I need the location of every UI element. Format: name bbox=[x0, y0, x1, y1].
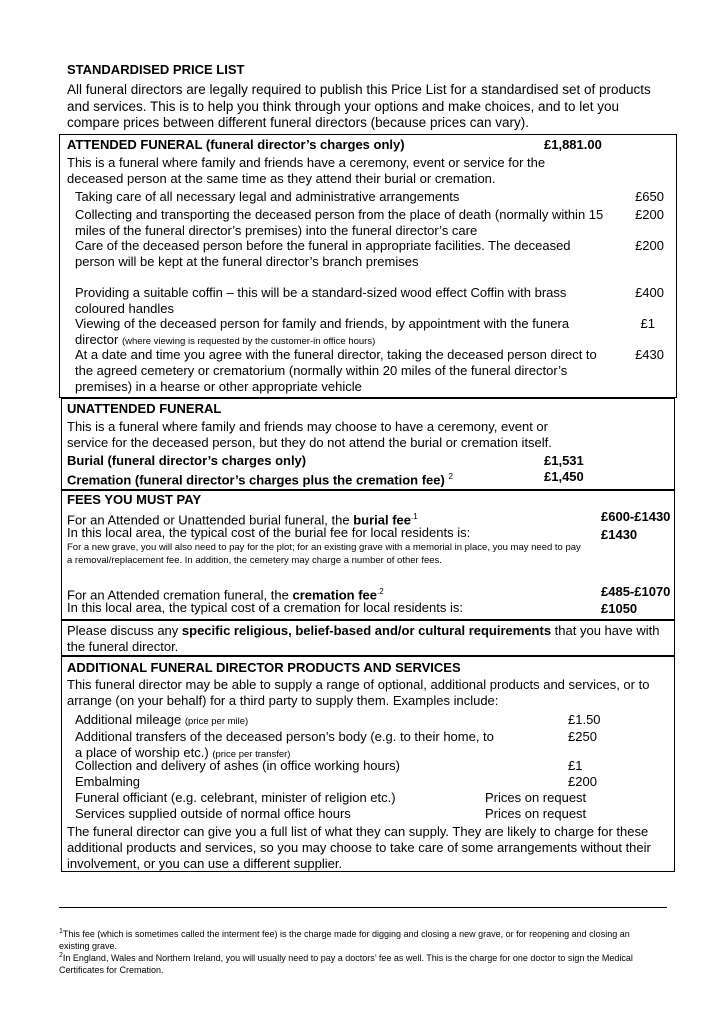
additional-item-officiant-price: Prices on request bbox=[485, 790, 587, 805]
fees-burial-sup: .1 bbox=[411, 512, 418, 521]
additional-item-ashes: Collection and delivery of ashes (in office working hours) bbox=[75, 758, 400, 773]
additional-description: This funeral director may be able to supply a range of optional, additional products and services, or to arrange (on your behalf) for a third party to supply them. Examples include: bbox=[67, 677, 650, 708]
unattended-burial-price: £1,531 bbox=[544, 453, 584, 468]
fees-cremation-sup: .2 bbox=[377, 587, 384, 596]
unattended-cremation-price: £1,450 bbox=[544, 469, 584, 484]
additional-item-mileage-price: £1.50 bbox=[568, 712, 601, 727]
intro-paragraph: All funeral directors are legally required to publish this Price List for a standardised set of products and services. This is to help you think through your options and make choices, and to let you compare prices between different funeral directors (because prices can vary). bbox=[67, 82, 651, 130]
footnote-2-number: 2 bbox=[59, 952, 63, 959]
fees-burial-local-price: £1430 bbox=[601, 527, 638, 542]
footnote-1-text: This fee (which is sometimes called the interment fee) is the charge made for digging and closing a new grave, or for reopening and closing an existing grave. bbox=[59, 929, 630, 951]
attended-item-coffin-price: £400 bbox=[635, 285, 664, 300]
page-title: STANDARDISED PRICE LIST bbox=[67, 62, 245, 77]
unattended-heading: UNATTENDED FUNERAL bbox=[67, 401, 222, 416]
attended-item-legal: Taking care of all necessary legal and administrative arrangements bbox=[75, 189, 460, 204]
unattended-cremation-label: Cremation (funeral director’s charges plus the cremation fee) bbox=[67, 472, 445, 488]
additional-item-transfers-text: Additional transfers of the deceased person’s body (e.g. to their home, to a place of worship etc.) bbox=[75, 729, 494, 760]
footnote-2-text: In England, Wales and Northern Ireland, you will usually need to pay a doctors’ fee as well. This is the charge for one doctor to sign the Medical Certificates for Cremation. bbox=[59, 953, 633, 975]
attended-item-coffin: Providing a suitable coffin – this will be a standard-sized wood effect Coffin with brass coloured handles bbox=[75, 285, 567, 316]
additional-item-transfers-note: (price per transfer) bbox=[212, 749, 291, 760]
additional-closing: The funeral director can give you a full list of what they can supply. They are likely to charge for these additional products and services, so you may choose to take care of some arrangements without their involvement, or you can use a different supplier. bbox=[67, 824, 651, 871]
footnote-divider bbox=[59, 907, 667, 908]
fees-cremation-line-text: For an Attended cremation funeral, the bbox=[67, 587, 293, 603]
fees-cremation-local-price: £1050 bbox=[601, 601, 638, 616]
attended-item-hearse: At a date and time you agree with the funeral director, taking the deceased person direct to the agreed cemetery or crematorium (normally within 20 miles of the funeral director’s premises) in a hearse or other appropriate vehicle bbox=[75, 347, 597, 394]
additional-item-mileage-note: (price per mile) bbox=[184, 716, 249, 727]
unattended-cremation-row bbox=[67, 469, 453, 488]
fees-burial-note: For a new grave, you will also need to pay for the plot; for an existing grave with a memorial in place, you may need to pay a removal/replacement fee. In addition, the cemetery may charge a number of other fees. bbox=[67, 542, 581, 566]
additional-item-out-of-hours-price: Prices on request bbox=[485, 806, 587, 821]
fees-cremation-range: £485-£1070 bbox=[601, 584, 671, 599]
additional-item-out-of-hours: Services supplied outside of normal office hours bbox=[75, 806, 351, 821]
fees-burial-line-text: For an Attended or Unattended burial funeral, the bbox=[67, 512, 354, 528]
attended-item-viewing-text: Viewing of the deceased person for family and friends, by appointment with the funera director bbox=[75, 316, 570, 347]
additional-item-embalming: Embalming bbox=[75, 774, 141, 789]
fees-cremation-fee-term: cremation fee bbox=[292, 587, 378, 603]
additional-item-embalming-price: £200 bbox=[568, 774, 597, 789]
attended-item-collecting: Collecting and transporting the deceased person from the place of death (normally within 15 miles of the funeral director’s premises) into the funeral director’s care bbox=[75, 207, 604, 238]
attended-description: This is a funeral where family and friends have a ceremony, event or service for the deceased person at the same time as they attend their burial or cremation. bbox=[67, 155, 546, 186]
additional-heading: ADDITIONAL FUNERAL DIRECTOR PRODUCTS AND SERVICES bbox=[67, 660, 461, 675]
discuss-post: that you have with the funeral director. bbox=[67, 623, 660, 654]
additional-item-mileage-text: Additional mileage bbox=[75, 712, 182, 727]
attended-item-care: Care of the deceased person before the funeral in appropriate facilities. The deceased person will be kept at the funeral director’s branch premises bbox=[75, 238, 571, 269]
additional-item-ashes-price: £1 bbox=[568, 758, 583, 773]
attended-item-viewing bbox=[75, 316, 595, 350]
additional-item-transfers-price: £250 bbox=[568, 729, 597, 744]
attended-item-collecting-price: £200 bbox=[635, 207, 664, 222]
additional-item-mileage bbox=[75, 712, 248, 730]
attended-item-legal-price: £650 bbox=[635, 189, 664, 204]
attended-item-viewing-price: £1 bbox=[640, 316, 655, 331]
discuss-requirements: specific religious, belief-based and/or cultural requirements bbox=[181, 623, 552, 638]
footnote-1 bbox=[59, 926, 644, 952]
fees-burial-range: £600-£1430 bbox=[601, 509, 671, 524]
attended-item-hearse-price: £430 bbox=[635, 347, 664, 362]
unattended-cremation-sup: 2 bbox=[448, 472, 453, 481]
unattended-description: This is a funeral where family and friends may choose to have a ceremony, event or service for the deceased person, but they do not attend the burial or cremation itself. bbox=[67, 419, 552, 450]
footnote-1-number: 1 bbox=[59, 928, 63, 935]
fees-cremation-local: In this local area, the typical cost of a cremation for local residents is: bbox=[67, 600, 463, 615]
attended-total: £1,881.00 bbox=[544, 137, 602, 152]
additional-item-officiant: Funeral officiant (e.g. celebrant, minister of religion etc.) bbox=[75, 790, 396, 805]
footnote-2 bbox=[59, 950, 644, 976]
attended-item-care-price: £200 bbox=[635, 238, 664, 253]
attended-item-viewing-note: (where viewing is requested by the customer-in office hours) bbox=[121, 336, 376, 347]
unattended-burial-label: Burial (funeral director’s charges only) bbox=[67, 453, 307, 468]
fees-heading: FEES YOU MUST PAY bbox=[67, 492, 202, 507]
attended-heading: ATTENDED FUNERAL (funeral director’s charges only) bbox=[67, 137, 405, 152]
fees-burial-local: In this local area, the typical cost of the burial fee for local residents is: bbox=[67, 525, 471, 540]
discuss-pre: Please discuss any bbox=[67, 623, 182, 638]
fees-burial-fee-term: burial fee bbox=[353, 512, 411, 528]
discuss-text bbox=[67, 623, 667, 655]
